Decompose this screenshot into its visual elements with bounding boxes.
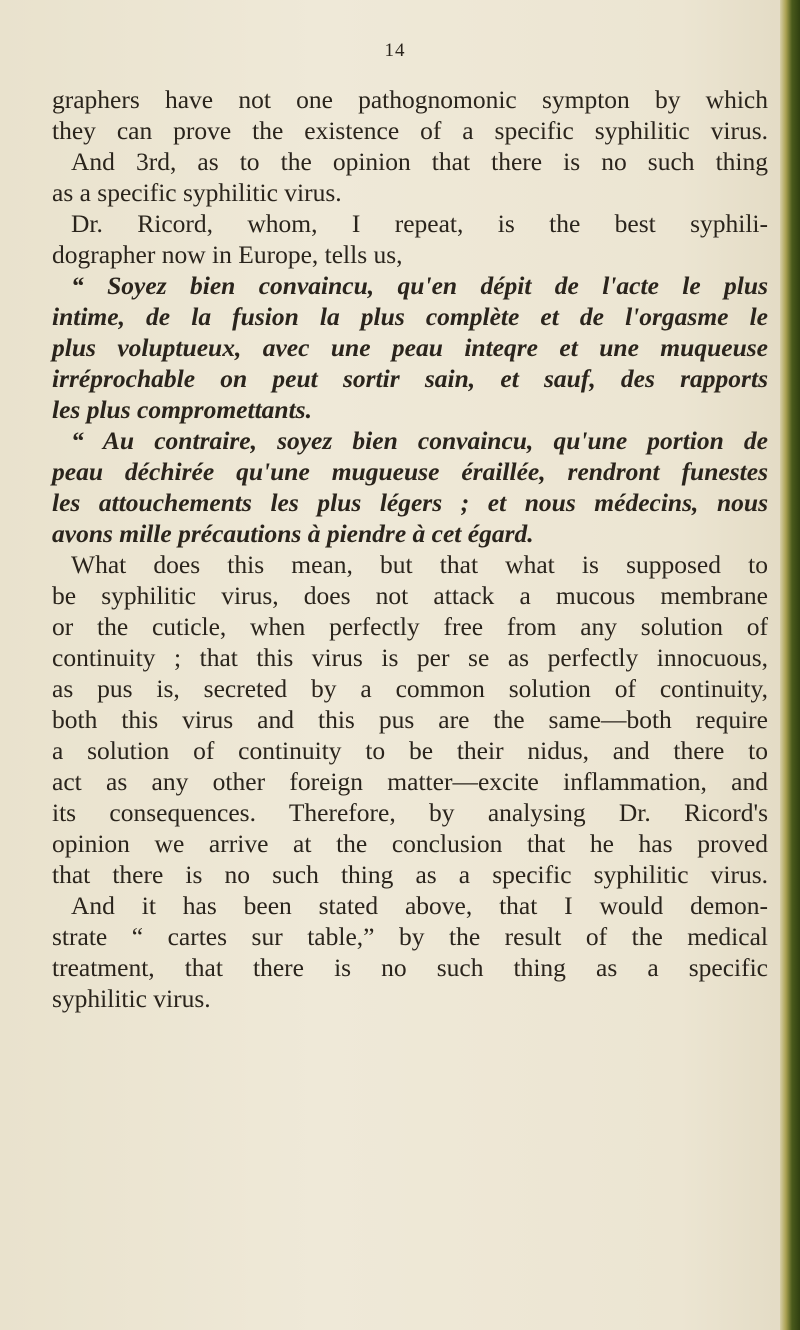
text-line: continuity ; that this virus is per se as perfectly innocuous,	[52, 643, 768, 672]
text-line: strate “ cartes sur table,” by the result of the medical	[52, 922, 768, 951]
text-line: treatment, that there is no such thing as a specific	[52, 953, 768, 982]
page-edge	[780, 0, 800, 1330]
text-line: opinion we arrive at the conclusion that he has proved	[52, 829, 768, 858]
text-line: les plus compromettants.	[52, 395, 312, 424]
text-line: intime, de la fusion la plus complète et de l'orgasme le	[52, 302, 768, 331]
page-number: 14	[384, 40, 406, 61]
text-line: a solution of continuity to be their nidus, and there to	[52, 736, 768, 765]
text-line: plus voluptueux, avec une peau inteqre et une muqueuse	[52, 333, 768, 362]
text-line: syphilitic virus.	[52, 984, 211, 1013]
text-line: peau déchirée qu'une mugueuse éraillée, rendront funestes	[52, 457, 768, 486]
text-line: les attouchements les plus légers ; et nous médecins, nous	[52, 488, 768, 517]
text-line: “ Soyez bien convaincu, qu'en dépit de l'acte le plus	[71, 271, 768, 300]
body-text	[52, 84, 768, 1014]
text-line: be syphilitic virus, does not attack a mucous membrane	[52, 581, 768, 610]
text-line: graphers have not one pathognomonic sympton by which	[52, 85, 768, 114]
text-line: that there is no such thing as a specific syphilitic virus.	[52, 860, 768, 889]
text-line: irréprochable on peut sortir sain, et sauf, des rapports	[52, 364, 768, 393]
text-line: dographer now in Europe, tells us,	[52, 240, 403, 269]
text-line: “ Au contraire, soyez bien convaincu, qu'une portion de	[71, 426, 768, 455]
text-line: they can prove the existence of a specific syphilitic virus.	[52, 116, 768, 145]
text-line: avons mille précautions à piendre à cet égard.	[52, 519, 534, 548]
text-line: What does this mean, but that what is supposed to	[71, 550, 768, 579]
text-line: as a specific syphilitic virus.	[52, 178, 342, 207]
text-line: both this virus and this pus are the same—both require	[52, 705, 768, 734]
text-line: Dr. Ricord, whom, I repeat, is the best syphili-	[71, 209, 768, 238]
text-line: act as any other foreign matter—excite inflammation, and	[52, 767, 768, 796]
text-line: or the cuticle, when perfectly free from any solution of	[52, 612, 768, 641]
text-line: And it has been stated above, that I would demon-	[71, 891, 768, 920]
text-line: its consequences. Therefore, by analysing Dr. Ricord's	[52, 798, 768, 827]
text-line: And 3rd, as to the opinion that there is no such thing	[71, 147, 768, 176]
text-line: as pus is, secreted by a common solution of continuity,	[52, 674, 768, 703]
